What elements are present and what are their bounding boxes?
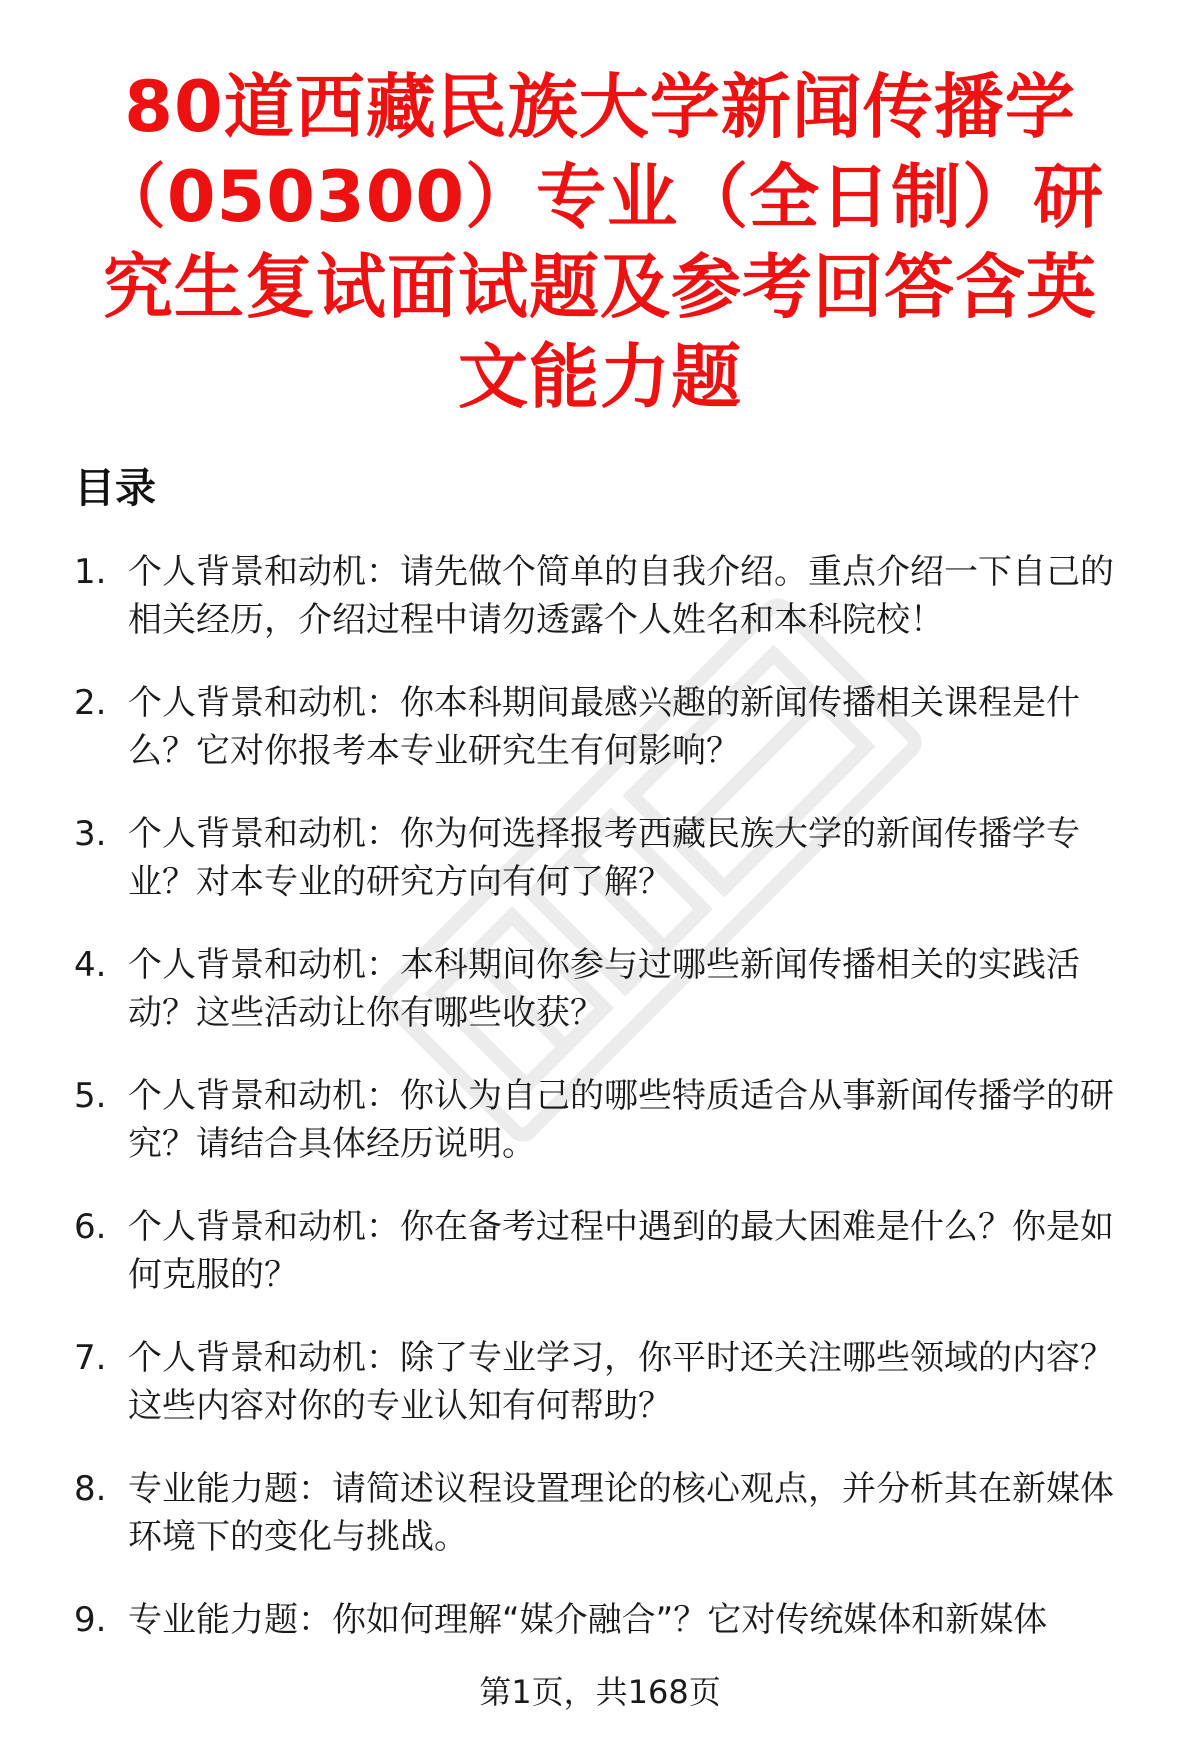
toc-item-text: 个人背景和动机：你认为自己的哪些特质适合从事新闻传播学的研究？请结合具体经历说明。 [128,1076,1114,1164]
toc-heading: 目录 [74,464,156,512]
toc-item-text: 个人背景和动机：你为何选择报考西藏民族大学的新闻传播学专业？对本专业的研究方向有何了解？ [128,814,1080,902]
toc-item-text: 个人背景和动机：本科期间你参与过哪些新闻传播相关的实践活动？这些活动让你有哪些收获？ [128,945,1080,1033]
toc-item-text: 专业能力题：请简述议程设置理论的核心观点，并分析其在新媒体环境下的变化与挑战。 [128,1469,1114,1557]
toc-item[interactable] [74,1465,1140,1561]
toc-item-number: 9. [74,1600,107,1640]
toc-item-text: 个人背景和动机：你本科期间最感兴趣的新闻传播相关课程是什么？它对你报考本专业研究生有何影响？ [128,683,1080,771]
toc-item-number: 8. [74,1469,107,1509]
toc-item-number: 7. [74,1338,107,1378]
document-title: 80道西藏民族大学新闻传播学（050300）专业（全日制）研究生复试面试题及参考回答含英文能力题 [95,66,1105,418]
table-of-contents [74,548,1140,1679]
toc-item[interactable] [74,1203,1140,1299]
toc-item-text: 个人背景和动机：请先做个简单的自我介绍。重点介绍一下自己的相关经历，介绍过程中请勿透露个人姓名和本科院校！ [128,552,1114,640]
toc-item-number: 1. [74,552,107,592]
toc-item-number: 4. [74,945,107,985]
toc-item-text: 个人背景和动机：你在备考过程中遇到的最大困难是什么？你是如何克服的？ [128,1207,1114,1295]
page-number-footer: 第1页，共168页 [479,1673,721,1711]
toc-item[interactable] [74,1596,1140,1644]
toc-item[interactable] [74,548,1140,644]
toc-item-text: 个人背景和动机：除了专业学习，你平时还关注哪些领域的内容？这些内容对你的专业认知有何帮助？ [128,1338,1114,1426]
toc-item-number: 6. [74,1207,107,1247]
toc-item-number: 2. [74,683,107,723]
toc-item[interactable] [74,679,1140,775]
toc-item[interactable] [74,1334,1140,1430]
toc-item-number: 5. [74,1076,107,1116]
toc-item[interactable] [74,941,1140,1037]
toc-item[interactable] [74,1072,1140,1168]
toc-item-text: 专业能力题：你如何理解“媒介融合”？它对传统媒体和新媒体 [128,1600,1048,1640]
toc-item[interactable] [74,810,1140,906]
toc-item-number: 3. [74,814,107,854]
